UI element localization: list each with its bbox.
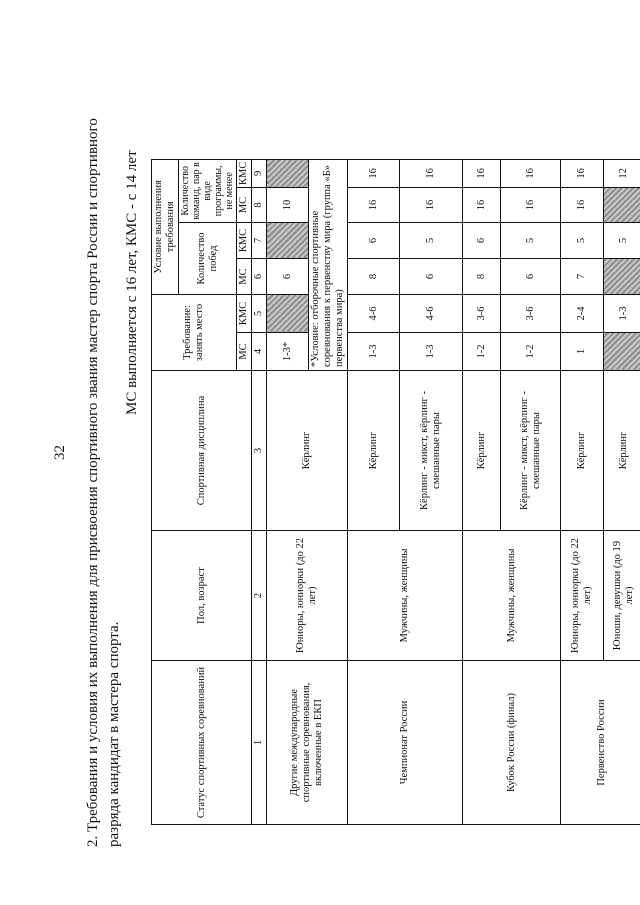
place-kms-cell: 3-6 (463, 295, 501, 333)
age-note: МС выполняется с 16 лет, КМС - с 14 лет (124, 150, 140, 415)
section-heading: 2. Требования и условия их выполнения для присвоения спортивного звания мастер спорта России и спортивного разряда кандидат в мастера спорта. (85, 118, 122, 847)
empty-shaded-cell (267, 223, 309, 259)
place-ms-cell: 1-3 (348, 333, 400, 371)
gender-age-cell: Мужчины, женщины (348, 531, 463, 661)
status-cell: Первенство России (561, 661, 640, 825)
discipline-cell: Кёрлинг - микст, кёрлинг - смешанные пары (501, 371, 561, 531)
teams-kms-cell: 16 (463, 159, 501, 187)
wins-kms-cell: 5 (501, 223, 561, 259)
teams-ms-cell: 10 (267, 188, 309, 223)
header-teams-ms: МС (237, 188, 252, 223)
header-teams: Количество команд, пар в виде программы, не менее (179, 159, 237, 222)
col-number: 2 (252, 531, 267, 661)
col-number: 8 (252, 188, 267, 223)
wins-ms-cell: 6 (267, 259, 309, 295)
footnote-cell: *Условие: отборочные спортивные соревнования к первенству мира (группа «Б» первенства мира) (309, 159, 348, 370)
col-number: 5 (252, 295, 267, 333)
status-cell: Другие международные спортивные соревнования, включенные в ЕКП (267, 661, 348, 825)
place-kms-cell: 3-6 (501, 295, 561, 333)
header-wins-kms: КМС (237, 223, 252, 259)
place-ms-cell: 1-2 (501, 333, 561, 371)
teams-kms-cell: 16 (561, 159, 604, 187)
discipline-cell: Кёрлинг (267, 371, 348, 531)
col-number: 1 (252, 661, 267, 825)
col-number: 9 (252, 159, 267, 187)
empty-shaded-cell (604, 259, 640, 295)
discipline-cell: Кёрлинг (561, 371, 604, 531)
gender-age-cell: Юноши, девушки (до 19 лет) (604, 531, 640, 661)
header-gender-age: Пол, возраст (152, 531, 252, 661)
teams-ms-cell: 16 (463, 188, 501, 223)
place-kms-cell: 4-6 (348, 295, 400, 333)
status-cell: Кубок России (финал) (463, 661, 561, 825)
status-cell: Чемпионат России (348, 661, 463, 825)
empty-shaded-cell (267, 295, 309, 333)
teams-ms-cell: 16 (348, 188, 400, 223)
place-ms-cell: 1-2 (463, 333, 501, 371)
discipline-cell: Кёрлинг (463, 371, 501, 531)
header-place-ms: МС (237, 333, 252, 371)
col-number: 3 (252, 371, 267, 531)
place-ms-cell: 1-3* (267, 333, 309, 371)
wins-kms-cell: 5 (561, 223, 604, 259)
place-kms-cell: 2-4 (561, 295, 604, 333)
header-teams-kms: КМС (237, 159, 252, 187)
header-discipline: Спортивная дисциплина (152, 371, 252, 531)
discipline-cell: Кёрлинг - микст, кёрлинг - смешанные пары (400, 371, 463, 531)
teams-kms-cell: 12 (604, 159, 640, 187)
wins-ms-cell: 8 (463, 259, 501, 295)
header-wins: Количество побед (179, 223, 237, 295)
place-kms-cell: 1-3 (604, 295, 640, 333)
place-ms-cell: 1-3 (400, 333, 463, 371)
col-number: 4 (252, 333, 267, 371)
gender-age-cell: Юниоры, юниорки (до 22 лет) (267, 531, 348, 661)
wins-ms-cell: 7 (561, 259, 604, 295)
header-wins-ms: МС (237, 259, 252, 295)
empty-shaded-cell (604, 188, 640, 223)
header-requirement: Требование: занять место (152, 295, 237, 371)
teams-kms-cell: 16 (501, 159, 561, 187)
requirements-table (151, 159, 640, 825)
teams-ms-cell: 16 (501, 188, 561, 223)
empty-shaded-cell (604, 333, 640, 371)
wins-ms-cell: 8 (348, 259, 400, 295)
wins-kms-cell: 6 (463, 223, 501, 259)
teams-kms-cell: 16 (400, 159, 463, 187)
col-number: 7 (252, 223, 267, 259)
wins-kms-cell: 6 (348, 223, 400, 259)
teams-ms-cell: 16 (400, 188, 463, 223)
empty-shaded-cell (267, 159, 309, 187)
teams-kms-cell: 16 (348, 159, 400, 187)
place-ms-cell: 1 (561, 333, 604, 371)
wins-ms-cell: 6 (501, 259, 561, 295)
discipline-cell: Кёрлинг (604, 371, 640, 531)
header-place-kms: КМС (237, 295, 252, 333)
wins-kms-cell: 5 (604, 223, 640, 259)
header-status: Статус спортивных соревнований (152, 661, 252, 825)
col-number: 6 (252, 259, 267, 295)
gender-age-cell: Мужчины, женщины (463, 531, 561, 661)
wins-ms-cell: 6 (400, 259, 463, 295)
page-number: 32 (52, 445, 68, 460)
header-conditions: Условие выполнения требования (152, 159, 179, 294)
teams-ms-cell: 16 (561, 188, 604, 223)
wins-kms-cell: 5 (400, 223, 463, 259)
discipline-cell: Кёрлинг (348, 371, 400, 531)
gender-age-cell: Юниоры, юниорки (до 22 лет) (561, 531, 604, 661)
place-kms-cell: 4-6 (400, 295, 463, 333)
